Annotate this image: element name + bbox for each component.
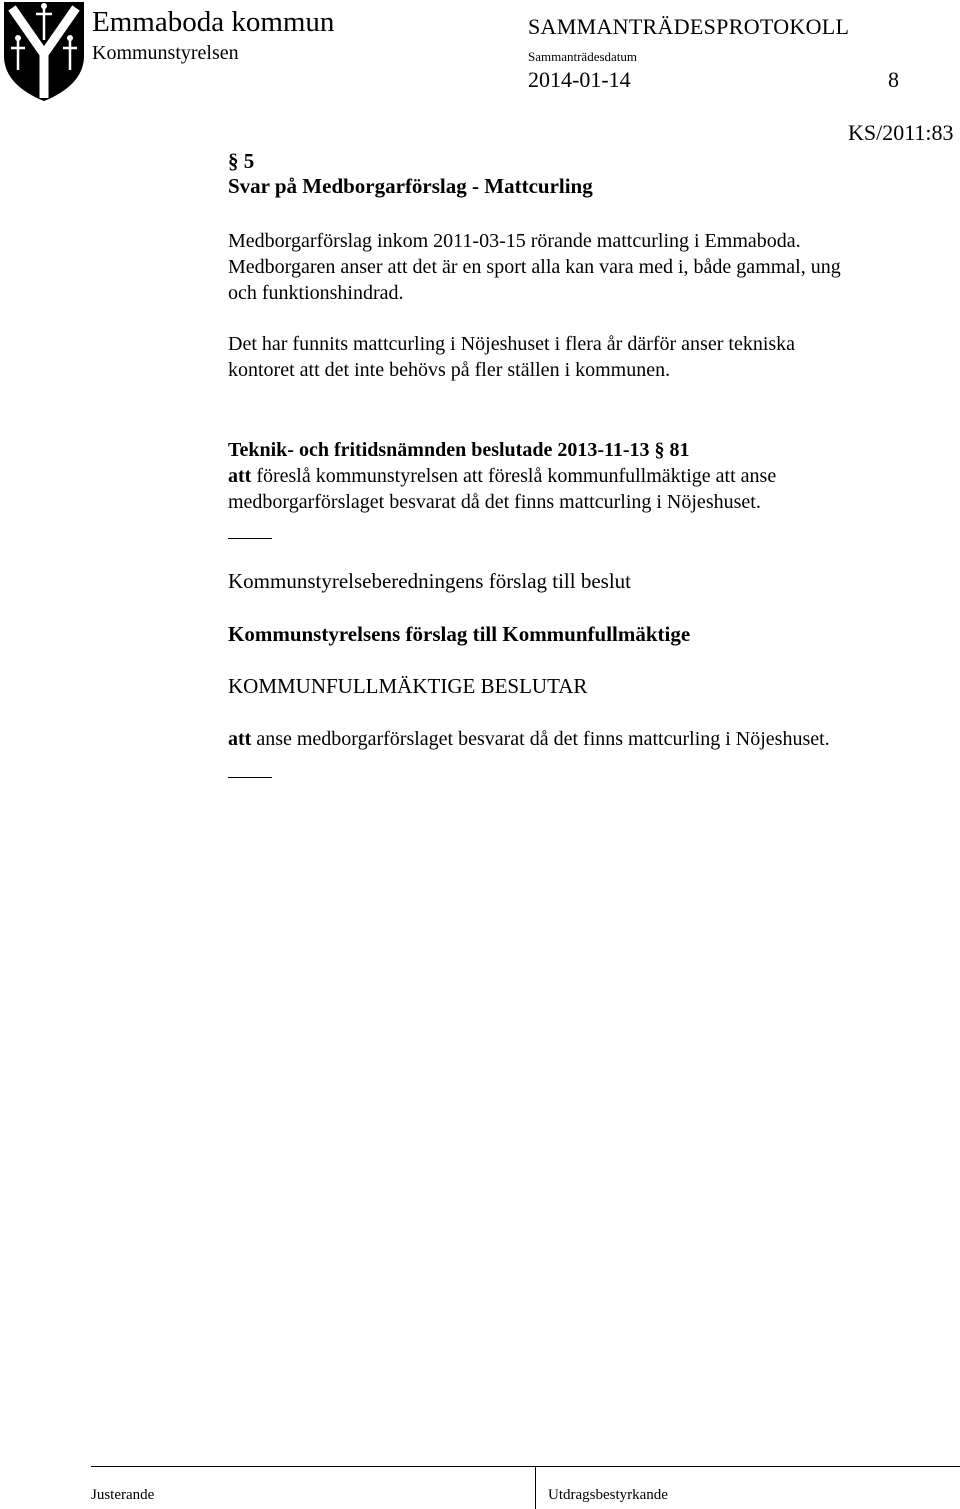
preparation-heading: Kommunstyrelseberedningens förslag till beslut	[228, 569, 632, 593]
committee-decision-text: föreslå kommunstyrelsen att föreslå kommunfullmäktige att anse	[251, 465, 777, 487]
section-number: § 5	[228, 149, 255, 173]
final-decision	[228, 726, 830, 752]
footer-separator	[535, 1466, 536, 1509]
coat-of-arms-icon	[0, 0, 88, 102]
case-reference: KS/2011:83	[848, 120, 954, 145]
footer-line	[91, 1466, 960, 1467]
footer-justerande: Justerande	[91, 1487, 155, 1503]
intro-line-1: Medborgarförslag inkom 2011-03-15 rörande mattcurling i Emmaboda.	[228, 230, 801, 252]
att-keyword: att	[228, 728, 252, 750]
final-decision-text: anse medborgarförslaget besvarat då det finns mattcurling i Nöjeshuset.	[251, 728, 830, 750]
committee-decision-line-2: medborgarförslaget besvarat då det finns mattcurling i Nöjeshuset.	[228, 491, 761, 513]
section-title: Svar på Medborgarförslag - Mattcurling	[228, 174, 593, 198]
kf-decision-heading: KOMMUNFULLMÄKTIGE BESLUTAR	[228, 674, 588, 698]
intro-line-2: Medborgaren anser att det är en sport alla kan vara med i, både gammal, ung	[228, 256, 841, 278]
committee-decision-heading: Teknik- och fritidsnämnden beslutade 2013-11-13 § 81	[228, 439, 690, 461]
opinion-line-1: Det har funnits mattcurling i Nöjeshuset i flera år därför anser tekniska	[228, 333, 796, 355]
intro-line-3: och funktionshindrad.	[228, 282, 404, 304]
department-name: Kommunstyrelsen	[92, 42, 239, 64]
opinion-line-2: kontoret att det inte behövs på fler ställen i kommunen.	[228, 359, 671, 381]
organization-name: Emmaboda kommun	[92, 6, 335, 38]
meeting-date-label: Sammanträdesdatum	[528, 49, 638, 64]
ks-proposal-heading: Kommunstyrelsens förslag till Kommunfullmäktige	[228, 622, 691, 646]
footer-utdragsbestyrkande: Utdragsbestyrkande	[548, 1487, 668, 1503]
committee-decision-line-1	[228, 463, 776, 489]
divider	[228, 538, 272, 539]
page-number: 8	[888, 67, 899, 92]
document-type: SAMMANTRÄDESPROTOKOLL	[528, 14, 850, 39]
att-keyword: att	[228, 465, 252, 487]
divider	[228, 777, 272, 778]
meeting-date: 2014-01-14	[528, 67, 631, 92]
